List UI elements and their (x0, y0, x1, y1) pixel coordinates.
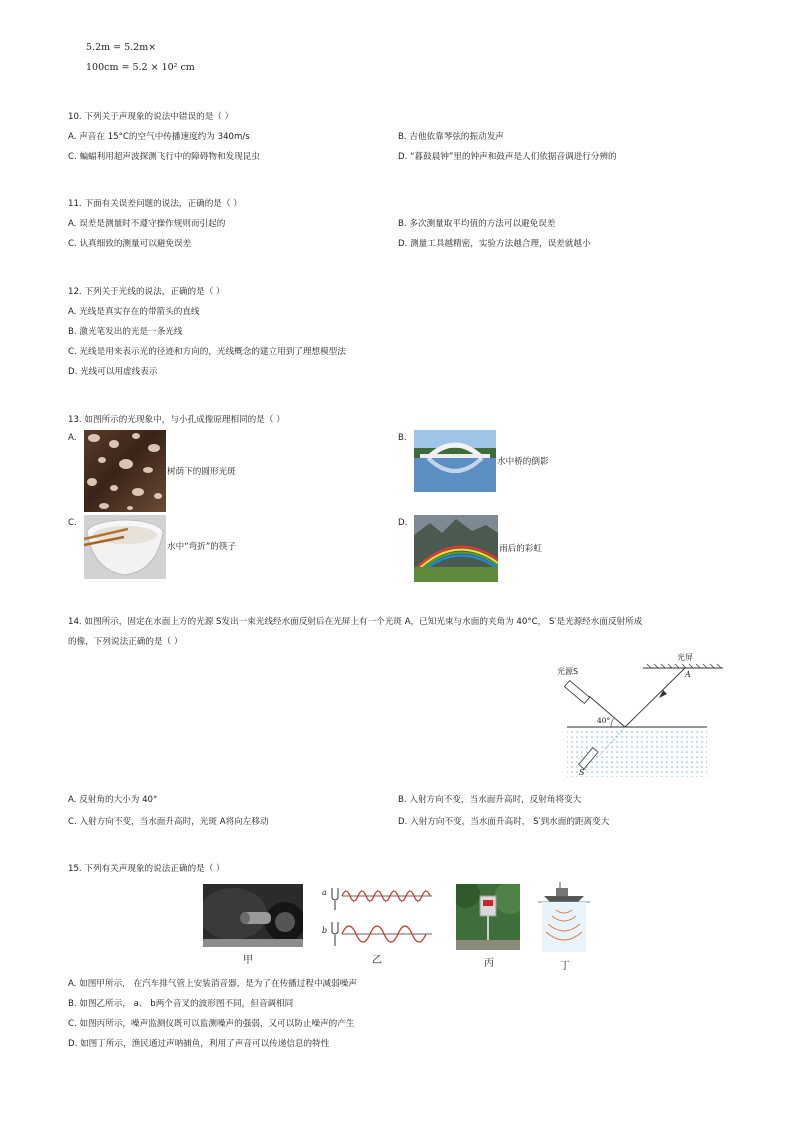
q13-option-d-letter: D. (398, 518, 408, 528)
q15-option-d: D. 如图丁所示，渔民通过声呐捕鱼，利用了声音可以传递信息的特性 (68, 1039, 330, 1049)
q15-label-ding: 丁 (560, 961, 570, 972)
q10-option-c: C. 蝙蝠利用超声波探测飞行中的障碍物和发现昆虫 (68, 152, 260, 162)
q11-option-c: C. 认真细致的测量可以避免误差 (68, 239, 192, 249)
q15-fig-a-label: a (322, 888, 327, 897)
q11-stem: 11. 下面有关误差问题的说法，正确的是（ ） (68, 199, 242, 209)
q13-option-b-letter: B. (398, 433, 407, 443)
q10-option-b: B. 吉他依靠琴弦的振动发声 (398, 132, 504, 142)
q10-option-d: D. “暮鼓晨钟”里的钟声和鼓声是人们依据音调进行分辨的 (398, 152, 617, 162)
q13-option-d-caption: 雨后的彩虹 (499, 544, 542, 554)
q15-label-jia: 甲 (243, 955, 253, 966)
q12-option-b: B. 激光笔发出的光是一条光线 (68, 327, 183, 337)
q13-option-b-caption: 水中桥的倒影 (497, 457, 549, 467)
sonar-fishing-diagram (538, 882, 590, 954)
rainbow-after-rain-photo (414, 515, 498, 582)
q15-stem: 15. 下列有关声现象的说法正确的是（ ） (68, 864, 225, 874)
q12-option-d: D. 光线可以用虚线表示 (68, 367, 158, 377)
q12-stem: 12. 下列关于光线的说法，正确的是（ ） (68, 287, 225, 297)
q13-option-c-letter: C. (68, 518, 77, 528)
noise-monitor-photo (456, 884, 520, 950)
q14-stem-line-2: 的像，下列说法正确的是（ ） (68, 637, 183, 647)
q14-fig-image-label: S′ (579, 768, 587, 777)
tree-shade-light-spots-photo (84, 430, 166, 512)
equation-line-1: 5.2m = 5.2m× (86, 42, 157, 53)
q11-option-d: D. 测量工具越精密，实验方法越合理，误差就越小 (398, 239, 591, 249)
q12-option-a: A. 光线是真实存在的带箭头的直线 (68, 307, 200, 317)
q12-option-c: C. 光线是用来表示光的径迹和方向的，光线概念的建立用到了理想模型法 (68, 347, 346, 357)
q14-stem-line-1: 14. 如图所示，固定在水面上方的光源 S发出一束光线经水面反射后在光屏上有一个光斑 A，已知光束与水面的夹角为 40°C， S′是光源经水面反射所成 (68, 617, 643, 627)
q13-option-a-letter: A. (68, 433, 77, 443)
bridge-reflection-photo (414, 430, 496, 492)
q11-option-a: A. 误差是测量时不遵守操作规则而引起的 (68, 219, 226, 229)
tuning-fork-waveforms (320, 882, 435, 952)
bent-chopsticks-bowl-photo (84, 515, 166, 579)
car-exhaust-muffler-photo (203, 884, 303, 947)
q14-fig-screen-label: 光屏 (677, 653, 693, 662)
q15-option-c: C. 如图丙所示，噪声监测仪既可以监测噪声的强弱，又可以防止噪声的产生 (68, 1019, 355, 1029)
q14-option-a: A. 反射角的大小为 40° (68, 795, 158, 805)
q15-label-yi: 乙 (372, 955, 382, 966)
q13-stem: 13. 如图所示的光现象中，与小孔成像原理相同的是（ ） (68, 415, 285, 425)
q15-option-a: A. 如图甲所示， 在汽车排气管上安装消音器，是为了在传播过程中减弱噪声 (68, 979, 357, 989)
q15-option-b: B. 如图乙所示， a、 b两个音叉的波形图不同，但音调相同 (68, 999, 294, 1009)
q14-fig-a-label: A (685, 670, 691, 679)
q14-option-d: D. 入射方向不变，当水面升高时， S′到水面的距离变大 (398, 817, 610, 827)
q10-stem: 10. 下列关于声现象的说法中错误的是（ ） (68, 112, 234, 122)
q14-fig-source-label: 光源S (557, 667, 579, 676)
q14-reflection-diagram (555, 650, 730, 780)
equation-line-2: 100cm = 5.2 × 10² cm (86, 62, 195, 73)
q13-option-c-caption: 水中“弯折”的筷子 (167, 542, 237, 552)
q10-option-a: A. 声音在 15°C的空气中传播速度约为 340m/s (68, 132, 250, 142)
q13-option-a-caption: 树荫下的圆形光斑 (167, 467, 236, 477)
q15-label-bing: 丙 (484, 958, 494, 969)
q14-option-c: C. 入射方向不变，当水面升高时，光斑 A将向左移动 (68, 817, 269, 827)
q11-option-b: B. 多次测量取平均值的方法可以避免误差 (398, 219, 556, 229)
q14-fig-angle-label: 40° (597, 716, 611, 725)
q15-fig-b-label: b (322, 926, 328, 935)
q14-option-b: B. 入射方向不变，当水面升高时，反射角将变大 (398, 795, 582, 805)
